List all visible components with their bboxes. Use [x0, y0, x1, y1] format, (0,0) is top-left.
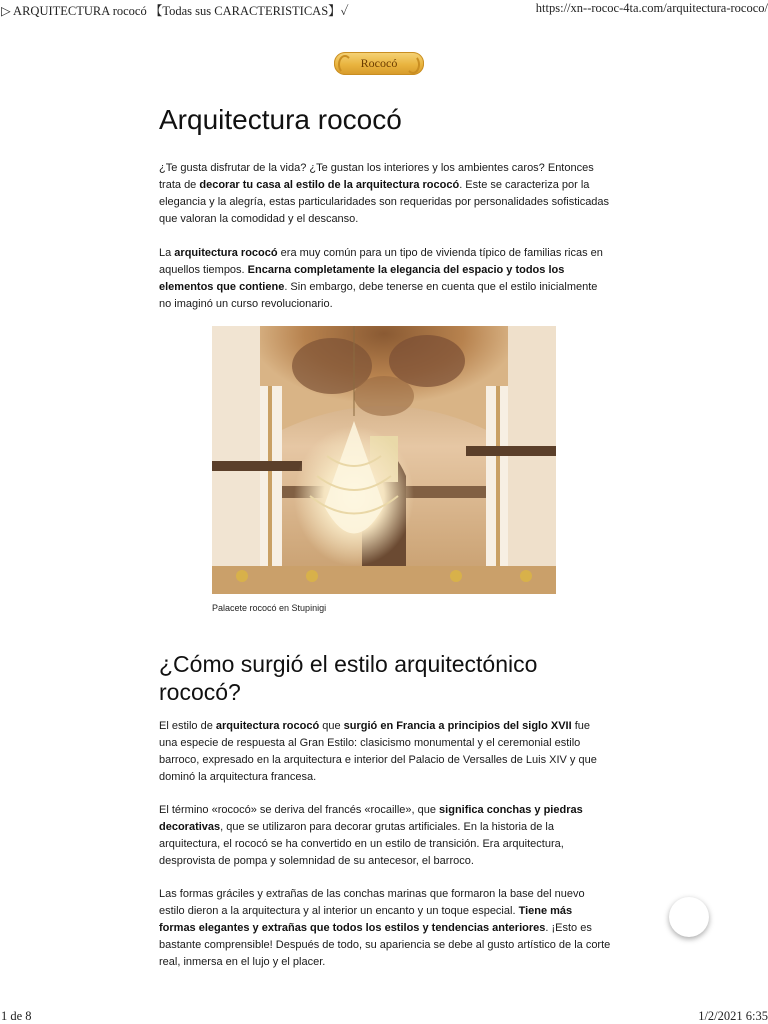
intro-paragraph-2	[159, 245, 611, 313]
text-run: El estilo de	[159, 720, 216, 732]
print-date: 1/2/2021 6:35	[698, 1009, 768, 1023]
print-footer	[0, 1008, 768, 1024]
article-title: Arquitectura rococó	[159, 104, 402, 135]
print-header	[0, 0, 768, 18]
print-page-number: 1 de 8	[1, 1009, 32, 1023]
text-run: era muy común para un tipo de vivienda típico de familias ricas en aquellos tiempos.	[159, 247, 603, 276]
text-run: Las formas gráciles y extrañas de las conchas marinas que formaron la base del nuevo estilo dieron a la arquitectura y al interior un encanto y un toque especial.	[159, 888, 585, 917]
section-paragraph-3	[159, 886, 611, 971]
image-caption: Palacete rococó en Stupinigi	[212, 603, 327, 613]
text-run: fue una especie de respuesta al Gran Estilo: clasicismo monumental y el ceremonial estilo barroco, expresado en la arquitectura e interior del Palacio de Versalles de Luis XIV y que dominó la arquitectura francesa.	[159, 720, 597, 783]
bold-text: decorar tu casa al estilo de la arquitectura rococó	[199, 179, 460, 191]
section-heading: ¿Cómo surgió el estilo arquitectónico rococó?	[159, 651, 538, 705]
bold-text: significa conchas y piedras decorativas	[159, 804, 583, 833]
bold-text: Tiene más formas elegantes y extrañas que todos los estilos y tendencias anteriores	[159, 905, 573, 934]
text-run: El término «rococó» se deriva del francés «rocaille», que	[159, 804, 440, 816]
text-run: La	[159, 247, 175, 259]
floating-action-button[interactable]	[669, 897, 709, 937]
text-run: que	[319, 720, 344, 732]
section-paragraph-1	[159, 718, 611, 786]
site-logo-badge[interactable]	[334, 52, 424, 75]
text-run: . Sin embargo, debe tenerse en cuenta que el estilo inicialmente no imaginó un curso revolucionario.	[159, 281, 598, 310]
bold-text: surgió en Francia a principios del siglo XVII	[343, 720, 572, 732]
text-run: . Este se caracteriza por la elegancia y la alegría, estas particularidades son requeridas por personalidades sofisticadas que valoran la comodidad y el descanso.	[159, 179, 610, 225]
intro-paragraph-1	[159, 160, 611, 228]
article-section	[159, 650, 611, 971]
text-run: , que se utilizaron para decorar grutas artificiales. En la historia de la arquitectura, el rococó se ha convertido en un estilo de transición. Era arquitectura, desprovista de pompa y solemnidad de su antecesor, el barroco.	[159, 821, 564, 867]
text-run: . ¡Esto es bastante comprensible! Después de todo, su apariencia se debe al gusto artístico de la corte real, inmersa en el lujo y el placer.	[159, 922, 611, 968]
text-run: ¿Te gusta disfrutar de la vida? ¿Te gustan los interiores y los ambientes caros? Entonces trata de	[159, 162, 594, 191]
bold-text: arquitectura rococó	[215, 720, 320, 732]
article	[159, 100, 611, 313]
bold-text: Encarna completamente la elegancia del espacio y todos los elementos que contiene	[159, 264, 565, 293]
section-paragraph-2	[159, 802, 611, 870]
print-page-title: ▷ ARQUITECTURA rococó 【Todas sus CARACTERISTICAS】✓	[1, 4, 349, 18]
site-logo-label: Rococó	[360, 56, 398, 70]
palace-interior-image	[212, 326, 556, 594]
rococo-interior-photo	[212, 326, 556, 594]
bold-text: arquitectura rococó	[174, 247, 278, 259]
print-page-url[interactable]: https://xn--rococ-4ta.com/arquitectura-rococo/	[535, 1, 768, 15]
